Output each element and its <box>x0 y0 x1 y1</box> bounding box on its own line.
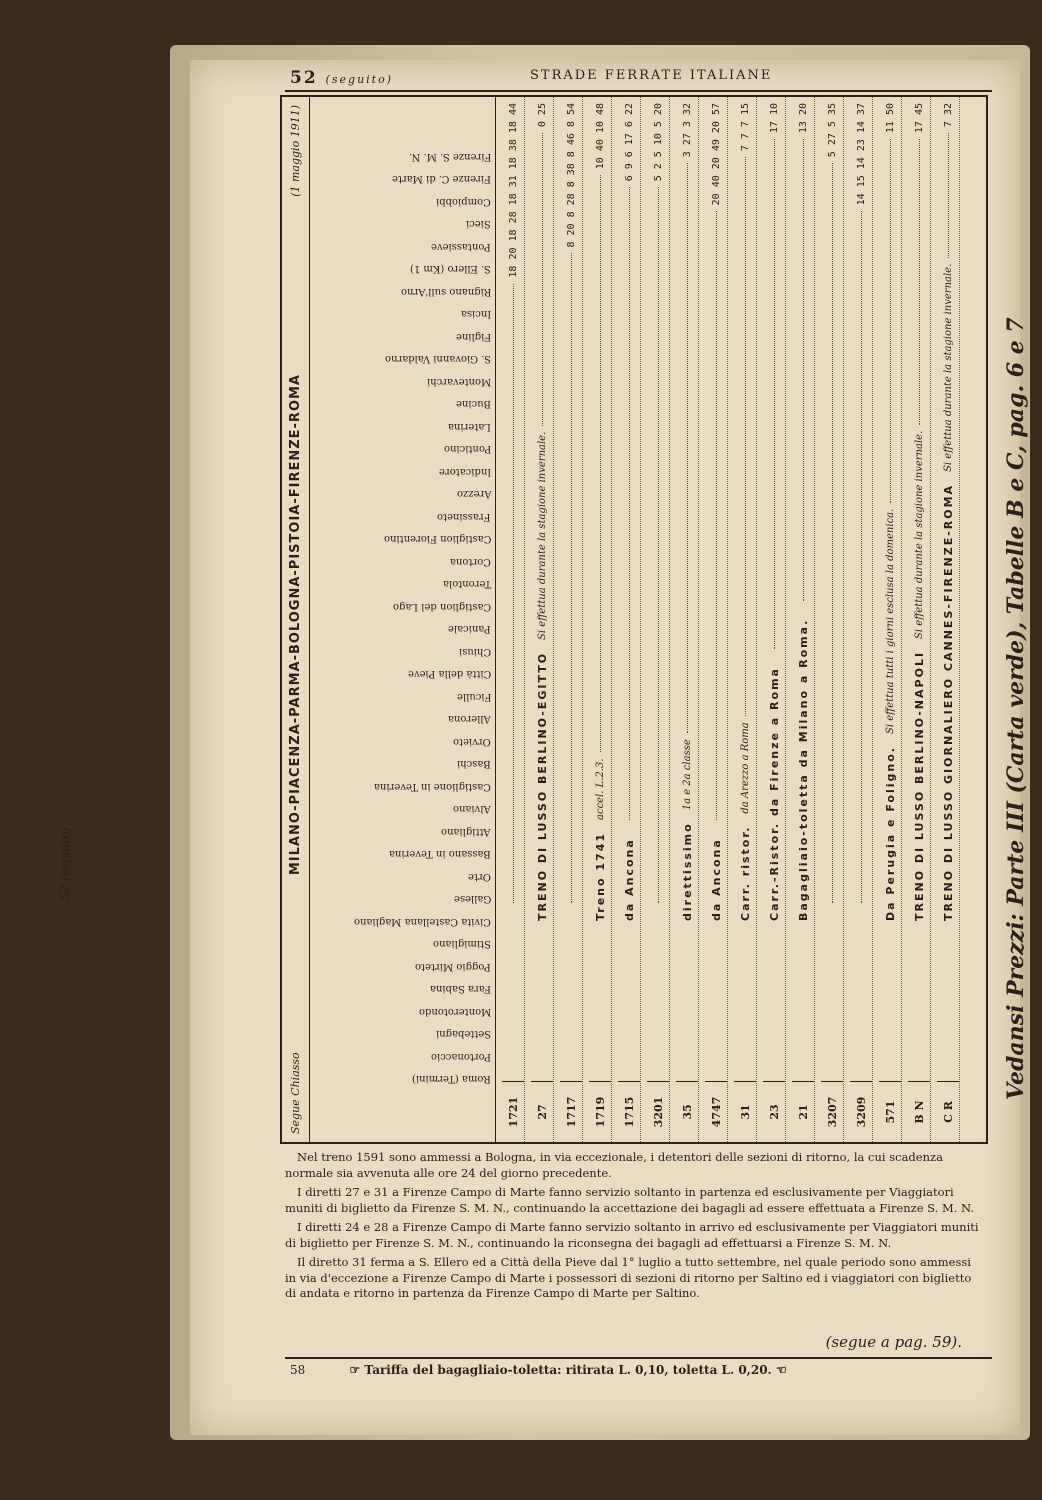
train-note: TRENO DI LUSSO BERLINO-EGITTO <box>535 651 549 921</box>
station-name: S. Ellero (Km 1) <box>410 263 491 275</box>
train-times: 14 15 14 23 14 37 <box>855 103 867 206</box>
station-name: Ponticino <box>443 443 491 455</box>
station-name: Allerona <box>448 713 491 725</box>
pointing-hand-icon: ☜ <box>775 1363 787 1377</box>
station-name: Ficulle <box>456 691 491 702</box>
train-subnote: Si effettua durante la stagione invernale. <box>536 431 548 640</box>
continue-note: (segue a pag. 59). <box>825 1333 962 1351</box>
leader-dots <box>715 211 717 820</box>
train-times: 6 9 6 17 6 22 <box>623 103 635 182</box>
station-name: Civita Castellana Magliano <box>354 916 491 927</box>
station-name: Arezzo <box>456 488 491 500</box>
station-name: Gallese <box>453 893 491 905</box>
station-name: Figline <box>455 331 491 342</box>
footnote: I diretti 24 e 28 a Firenze Campo di Marte fanno servizio soltanto in arrivo ed esclusivamente per Viaggiatori muniti di biglietto per Firenze S. M. N., continuando la riconsegna dei bagagli ad effettuarsi a Firenze S. M. N. <box>285 1220 979 1250</box>
station-name: Compiobbi <box>436 196 491 207</box>
header-rule <box>285 90 992 92</box>
train-times: 8 20 8 28 8 38 8 46 8 54 <box>565 103 577 248</box>
train-times: 17 10 <box>768 103 780 134</box>
train-subnote: Si effettua tutti i giorni esclusa la domenica. <box>884 508 896 735</box>
timetable-rotated <box>282 97 986 1142</box>
footer-rule <box>285 1357 992 1359</box>
train-note: da Ancona <box>622 838 636 921</box>
train-number: 23 <box>763 1081 785 1142</box>
train-number: 1715 <box>618 1081 640 1142</box>
train-row <box>502 97 525 1142</box>
train-times: 0 25 <box>536 103 548 128</box>
station-name: Indicatore <box>438 466 491 477</box>
train-times: 3 27 3 32 <box>681 103 693 158</box>
train-number: B N <box>908 1081 930 1142</box>
train-note: Bagagliaio-toletta da Milano a Roma. <box>796 618 810 921</box>
station-name: Laterina <box>448 421 491 432</box>
train-number: 3201 <box>647 1081 669 1142</box>
train-row <box>734 97 757 1142</box>
train-row <box>821 97 844 1142</box>
leader-dots <box>918 139 920 425</box>
train-number: 35 <box>676 1081 698 1142</box>
train-number: 1717 <box>560 1081 582 1142</box>
train-row <box>792 97 815 1142</box>
timetable <box>280 95 988 1144</box>
footer <box>290 1363 990 1377</box>
route-title: MILANO-PIACENZA-PARMA-BOLOGNA-PISTOIA-FIRENZE-ROMA <box>288 374 303 876</box>
station-name: Chiusi <box>458 646 491 657</box>
train-number: C R <box>937 1081 959 1142</box>
leader-dots <box>657 187 659 903</box>
station-name: Pontassieve <box>431 241 491 252</box>
running-title: STRADE FERRATE ITALIANE <box>530 68 773 83</box>
leader-dots <box>686 163 688 733</box>
leader-dots <box>947 133 949 258</box>
leader-dots <box>860 211 862 903</box>
train-note: da Ancona <box>709 838 723 921</box>
prices-side-note: Vedansi Prezzi: Parte III (Carta verde), Tabelle B e C, pag. 6 e 7 <box>1003 317 1029 1100</box>
leader-dots <box>831 163 833 903</box>
train-note: Da Perugia e Foligno. <box>883 746 897 921</box>
train-note: Carr.-Ristor. da Firenze a Roma <box>767 667 781 921</box>
station-name: Portonaccio <box>431 1051 491 1062</box>
train-number: 571 <box>879 1081 901 1142</box>
train-row <box>705 97 728 1142</box>
train-times: 5 2 5 10 5 20 <box>652 103 664 182</box>
train-row <box>647 97 670 1142</box>
train-times: 20 40 20 49 20 57 <box>710 103 722 206</box>
footnote: Il diretto 31 ferma a S. Ellero ed a Città della Pieve dal 1° luglio a tutto settembre, nel quale periodo sono ammessi in via d'eccezione a Firenze Campo di Marte i possessori di sezioni di ritorno per Saltino ed i viaggiatori con biglietto di andata e ritorno in partenza da Firenze Campo di Marte per Saltino. <box>285 1255 972 1301</box>
footer-page-number: 58 <box>290 1363 306 1377</box>
station-name: Firenze S. M. N. <box>408 151 491 162</box>
train-number: 3209 <box>850 1081 872 1142</box>
footnote: I diretti 27 e 31 a Firenze Campo di Marte fanno servizio soltanto in partenza ed esclusivamente per Viaggiatori muniti di biglietto da Firenze S. M. N., continuando la accettazione dei bagagli ad essere effettuata a Firenze S. M. N. <box>285 1185 975 1215</box>
train-note: direttissimo <box>680 822 694 921</box>
station-name: Roma (Termini) <box>412 1073 491 1085</box>
station-name: Orte <box>468 871 491 882</box>
station-name: Frassineto <box>437 511 491 522</box>
leader-dots <box>512 284 514 903</box>
train-number: 4747 <box>705 1081 727 1142</box>
train-row <box>589 97 612 1142</box>
station-name: Orvieto <box>453 736 491 747</box>
station-column <box>310 97 496 1142</box>
footnote: Nel treno 1591 sono ammessi a Bologna, in via eccezionale, i detentori delle sezioni di ritorno, la cui scadenza normale sia avvenuta alle ore 24 del giorno precedente. <box>285 1150 943 1180</box>
station-name: Castiglione in Teverina <box>374 781 491 792</box>
train-row <box>937 97 960 1142</box>
station-name: Cortona <box>450 556 491 567</box>
train-row <box>908 97 931 1142</box>
train-times: 11 50 <box>884 103 896 134</box>
leader-dots <box>889 139 891 503</box>
timetable-header <box>282 97 310 1142</box>
train-times: 17 45 <box>913 103 925 134</box>
train-note: Treno 1741 <box>593 831 607 921</box>
leader-dots <box>802 139 804 601</box>
station-name: Bassano in Teverina <box>389 848 491 860</box>
timetable-date: (1 maggio 1911) <box>289 105 302 197</box>
station-name: Fara Sabina <box>430 983 491 995</box>
station-name: Terontola <box>442 578 491 590</box>
train-times: 5 27 5 35 <box>826 103 838 158</box>
station-name: Panicale <box>448 623 491 635</box>
pointing-hand-icon: ☞ <box>349 1363 361 1377</box>
train-number: 1719 <box>589 1081 611 1142</box>
train-row <box>763 97 786 1142</box>
train-number: 31 <box>734 1081 756 1142</box>
station-name: S. Giovanni Valdarno <box>385 353 491 365</box>
train-note: TRENO DI LUSSO BERLINO-NAPOLI <box>912 650 926 921</box>
train-times: 10 40 10 48 <box>594 103 606 170</box>
train-number: 1721 <box>502 1081 524 1142</box>
station-name: Castiglion del Lago <box>392 601 491 612</box>
train-number: 21 <box>792 1081 814 1142</box>
leader-dots <box>599 175 601 752</box>
page-number: 52 (seguito) <box>290 68 394 88</box>
station-name: Stimigliano <box>433 938 491 950</box>
train-note: TRENO DI LUSSO GIORNALIERO CANNES-FIRENZE-ROMA <box>941 483 955 921</box>
station-name: Rignano sull'Arno <box>400 286 491 297</box>
leader-dots <box>628 187 630 820</box>
train-number: 3207 <box>821 1081 843 1142</box>
station-name: Firenze C. di Marte <box>392 173 491 185</box>
leader-dots <box>744 157 746 716</box>
left-margin-label: 52 (seguito) <box>58 826 72 900</box>
train-subnote: Si effettua durante la stagione invernale. <box>913 430 925 639</box>
leader-dots <box>773 139 775 649</box>
train-subnote: accel. L.2.3. <box>594 758 606 820</box>
station-name: Poggio Mirteto <box>415 961 491 972</box>
train-number: 27 <box>531 1081 553 1142</box>
station-name: Attigliano <box>441 826 491 837</box>
station-name: Monterotondo <box>418 1006 491 1017</box>
station-name: Incisa <box>460 308 491 320</box>
station-name: Città della Pieve <box>407 668 491 680</box>
train-row <box>879 97 902 1142</box>
train-subnote: 1a e 2a classe <box>681 739 693 811</box>
segment-label: Segue Chiasso <box>289 1052 302 1134</box>
station-name: Bucine <box>456 398 491 410</box>
train-row <box>531 97 554 1142</box>
train-row <box>676 97 699 1142</box>
train-subnote: da Arezzo a Roma <box>739 722 751 814</box>
station-name: Sieci <box>466 218 491 230</box>
station-name: Montevarchi <box>426 376 491 387</box>
train-note: Carr. ristor. <box>738 825 752 921</box>
footnotes <box>285 1150 985 1306</box>
tariff-note: Tariffa del bagagliaio-toletta: ritirata L. 0,10, toletta L. 0,20. <box>364 1363 772 1377</box>
station-name: Alviano <box>453 803 491 815</box>
leader-dots <box>541 133 543 426</box>
station-name: Settebagni <box>435 1028 491 1040</box>
station-name: Baschi <box>457 758 491 770</box>
train-row <box>850 97 873 1142</box>
running-head <box>290 68 1002 88</box>
train-row <box>560 97 583 1142</box>
train-times: 13 20 <box>797 103 809 134</box>
train-row <box>618 97 641 1142</box>
train-times: 7 32 <box>942 103 954 128</box>
leader-dots <box>570 254 572 904</box>
train-times: 7 7 7 15 <box>739 103 751 152</box>
train-times: 18 20 18 28 18 31 18 38 18 44 <box>507 103 519 278</box>
train-subnote: Si effettua durante la stagione invernale. <box>942 263 954 472</box>
station-name: Castiglion Fiorentino <box>383 533 491 545</box>
